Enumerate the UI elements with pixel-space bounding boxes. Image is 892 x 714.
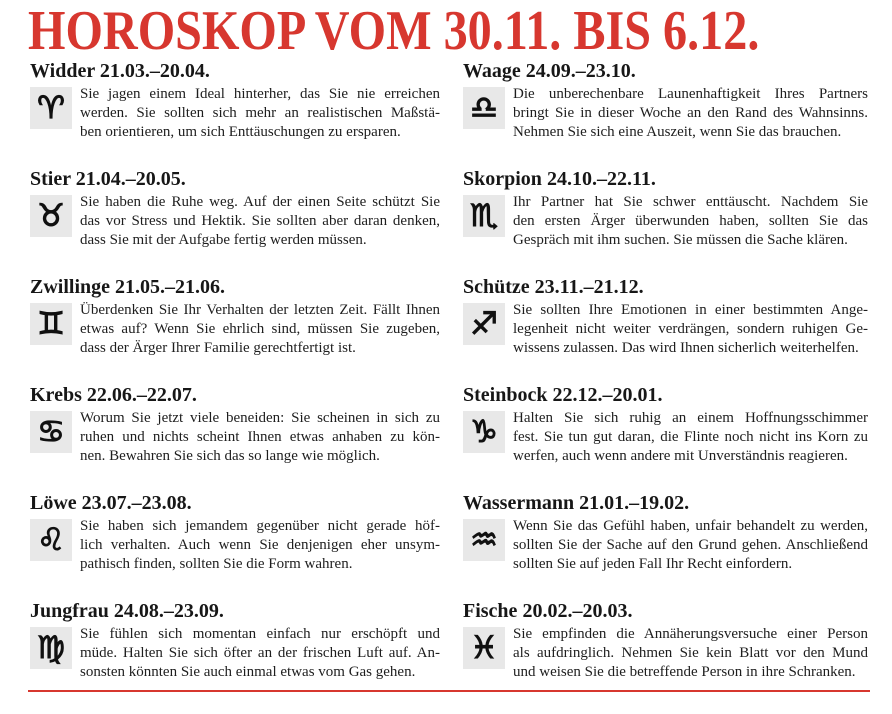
sign-dates: 20.02.–20.03.: [522, 600, 633, 622]
description-line: Gespräch mit ihm suchen. Sie müssen die Sache klären.: [513, 232, 848, 248]
description-line: bringt Sie in dieser Woche an den Rand des Wahnsinns.: [513, 105, 868, 121]
bottom-divider: [28, 690, 870, 692]
description-line: ben orientieren, um sich Enttäuschungen zu ersparen.: [80, 124, 401, 140]
sign-name: Wassermann: [463, 492, 575, 514]
taurus-icon: ♉︎: [30, 195, 72, 237]
sign-name: Jungfrau: [30, 600, 109, 622]
virgo-icon: ♍︎: [30, 627, 72, 669]
description-line: Sie haben die Ruhe weg. Auf der einen Seite schützt Sie: [80, 194, 440, 210]
sign-heading: [463, 600, 632, 622]
sign-heading: [463, 384, 662, 406]
description-line: den ersten Ärger überwunden haben, sollten Sie das: [513, 213, 868, 229]
sign-name: Steinbock: [463, 384, 548, 406]
sign-name: Schütze: [463, 276, 530, 298]
description-line: pathisch finden, sollten Sie die Form wahren.: [80, 556, 353, 572]
sign-name: Stier: [30, 168, 71, 190]
sign-description: [513, 85, 868, 142]
description-line: sollten Sie der Sache auf den Grund gehen. Anschließend: [513, 537, 868, 553]
description-line: Sie empfinden die Annäherungsversuche einer Person: [513, 626, 868, 642]
sign-name: Widder: [30, 60, 95, 82]
sign-description: [513, 625, 868, 682]
description-line: wissens zulassen. Das wird Ihnen sicherlich weiterhelfen.: [513, 340, 859, 356]
libra-icon: ♎︎: [463, 87, 505, 129]
description-line: dass Sie mit der Aufgabe fertig werden müssen.: [80, 232, 367, 248]
description-line: und weisen Sie die betreffende Person in ihre Schranken.: [513, 664, 856, 680]
sign-description: [513, 301, 868, 358]
sign-name: Skorpion: [463, 168, 542, 190]
description-line: lich verhalten. Auch wenn Sie denjenigen eher unsym-: [80, 537, 440, 553]
description-line: Nehmen Sie sich eine Auszeit, wenn Sie das brauchen.: [513, 124, 842, 140]
description-line: Sie sollten Ihre Emotionen in einer bestimmten Ange-: [513, 302, 868, 318]
sign-entry-steinbock: [463, 384, 883, 488]
description-line: das vor Stress und Hektik. Sie sollten aber daran denken,: [80, 213, 440, 229]
description-line: Worum Sie jetzt viele beneiden: Sie scheinen in sich zu: [80, 410, 440, 426]
sign-entry-fische: [463, 600, 883, 704]
description-line: sollten Sie auf jeden Fall Ihr Recht einfordern.: [513, 556, 793, 572]
sign-description: [513, 409, 868, 466]
sign-dates: 22.06.–22.07.: [86, 384, 197, 406]
sign-description: [513, 517, 868, 574]
description-line: Überdenken Sie Ihr Verhalten der letzten Zeit. Fällt Ihnen: [80, 302, 440, 318]
sign-heading: [463, 276, 644, 298]
sign-entry-schuetze: [463, 276, 883, 380]
scorpio-icon: ♏︎: [463, 195, 505, 237]
sign-dates: 24.08.–23.09.: [113, 600, 224, 622]
aquarius-icon: ♒︎: [463, 519, 505, 561]
sign-dates: 21.04.–20.05.: [75, 168, 186, 190]
description-line: nen. Bewahren Sie sich das so lange wie möglich.: [80, 448, 380, 464]
leo-icon: ♌︎: [30, 519, 72, 561]
sign-dates: 21.01.–19.02.: [579, 492, 690, 514]
description-line: Halten Sie sich ruhig an einem Hoffnungsschimmer: [513, 410, 868, 426]
sign-name: Fische: [463, 600, 518, 622]
sign-dates: 21.05.–21.06.: [115, 276, 226, 298]
description-line: Sie fühlen sich momentan einfach nur erschöpft und: [80, 626, 440, 642]
sagittarius-icon: ♐︎: [463, 303, 505, 345]
sign-entry-skorpion: [463, 168, 883, 272]
sign-heading: [463, 492, 689, 514]
gemini-icon: ♊︎: [30, 303, 72, 345]
description-line: Sie haben sich jemandem gegenüber nicht gerade höf-: [80, 518, 440, 534]
capricorn-icon: ♑︎: [463, 411, 505, 453]
description-line: Ihr Partner hat Sie schwer enttäuscht. Nachdem Sie: [513, 194, 868, 210]
description-line: sonsten könnten Sie auch einmal etwas vom Gas gehen.: [80, 664, 416, 680]
description-line: werden. Sie sollten sich mehr an realistischen Maßstä-: [80, 105, 440, 121]
description-line: müde. Halten Sie sich öfter an der frischen Luft auf. An-: [80, 645, 440, 661]
sign-dates: 24.09.–23.10.: [525, 60, 636, 82]
sign-dates: 23.07.–23.08.: [81, 492, 192, 514]
description-line: ruhen und nichts scheint Ihnen etwas anhaben zu kön-: [80, 429, 440, 445]
page-title: HOROSKOP VOM 30.11. BIS 6.12.: [28, 0, 760, 62]
description-line: etwas auf? Wenn Sie ehrlich sind, müssen Sie zugeben,: [80, 321, 440, 337]
aries-icon: ♈︎: [30, 87, 72, 129]
sign-name: Krebs: [30, 384, 82, 406]
description-line: als aufdringlich. Nehmen Sie kein Blatt vor den Mund: [513, 645, 868, 661]
description-line: werfen, auch wenn andere mit Unverständnis reagieren.: [513, 448, 848, 464]
description-line: Wenn Sie das Gefühl haben, unfair behandelt zu werden,: [513, 518, 868, 534]
description-line: legenheit nicht weiter verdrängen, sondern ruhigen Ge-: [513, 321, 868, 337]
sign-dates: 23.11.–21.12.: [534, 276, 644, 298]
sign-description: [513, 193, 868, 250]
sign-heading: [463, 168, 656, 190]
description-line: Sie jagen einem Ideal hinterher, das Sie nie erreichen: [80, 86, 440, 102]
sign-dates: 21.03.–20.04.: [99, 60, 210, 82]
sign-name: Löwe: [30, 492, 77, 514]
sign-dates: 22.12.–20.01.: [552, 384, 663, 406]
sign-entry-wassermann: [463, 492, 883, 596]
sign-name: Zwillinge: [30, 276, 111, 298]
cancer-icon: ♋︎: [30, 411, 72, 453]
description-line: Die unberechenbare Launenhaftigkeit Ihres Partners: [513, 86, 868, 102]
description-line: fest. Sie tun gut daran, die Flinte noch nicht ins Korn zu: [513, 429, 868, 445]
sign-name: Waage: [463, 60, 521, 82]
sign-heading: [463, 60, 636, 82]
pisces-icon: ♓︎: [463, 627, 505, 669]
sign-entry-waage: [463, 60, 883, 164]
sign-dates: 24.10.–22.11.: [546, 168, 656, 190]
description-line: dass der Ärger Ihrer Familie gerechtfertigt ist.: [80, 340, 356, 356]
